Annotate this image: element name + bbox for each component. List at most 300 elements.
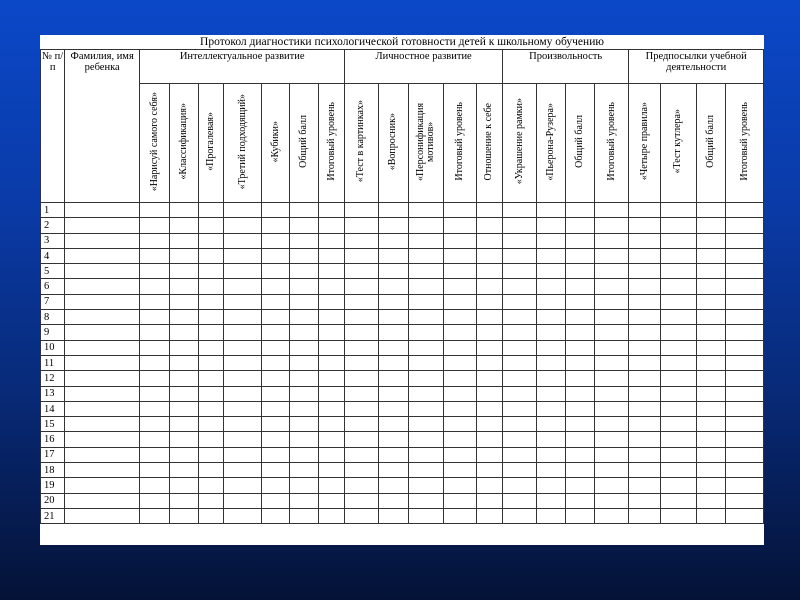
score-cell (476, 355, 502, 370)
subcolumn-label: «Тест кутлера» (672, 109, 684, 174)
row-number: 7 (41, 294, 65, 309)
subcolumn-label: «Персонификация мотивов» (415, 102, 437, 181)
score-cell (318, 340, 344, 355)
score-cell (223, 432, 261, 447)
score-cell (594, 463, 628, 478)
row-number: 9 (41, 325, 65, 340)
subcolumn-header (502, 84, 536, 203)
score-cell (697, 447, 726, 462)
score-cell (726, 386, 764, 401)
score-cell (660, 325, 696, 340)
table-row (41, 493, 764, 508)
score-cell (378, 218, 408, 233)
score-cell (289, 401, 318, 416)
score-cell (198, 371, 223, 386)
score-cell (629, 325, 660, 340)
score-cell (378, 248, 408, 263)
subcolumn-label: «Прогалевая» (204, 112, 216, 171)
subcolumn-header (726, 84, 764, 203)
score-cell (726, 508, 764, 523)
row-number: 16 (41, 432, 65, 447)
score-cell (565, 294, 594, 309)
table-row (41, 417, 764, 432)
row-number: 13 (41, 386, 65, 401)
score-cell (476, 478, 502, 493)
score-cell (318, 294, 344, 309)
score-cell (476, 447, 502, 462)
score-cell (345, 218, 378, 233)
score-cell (223, 310, 261, 325)
score-cell (697, 355, 726, 370)
score-cell (408, 401, 443, 416)
score-cell (289, 340, 318, 355)
score-cell (565, 386, 594, 401)
score-cell (262, 508, 289, 523)
score-cell (502, 463, 536, 478)
score-cell (444, 233, 476, 248)
score-cell (170, 432, 198, 447)
score-cell (594, 355, 628, 370)
subcolumn-header (408, 84, 443, 203)
score-cell (476, 493, 502, 508)
score-cell (198, 294, 223, 309)
table-row (41, 264, 764, 279)
child-name-cell (65, 203, 140, 218)
row-number: 2 (41, 218, 65, 233)
subcolumn-label: Общий балл (705, 115, 717, 168)
score-cell (565, 233, 594, 248)
score-cell (198, 447, 223, 462)
score-cell (476, 508, 502, 523)
score-cell (170, 386, 198, 401)
row-number: 8 (41, 310, 65, 325)
protocol-table (40, 49, 764, 524)
score-cell (476, 203, 502, 218)
score-cell (476, 279, 502, 294)
row-number: 11 (41, 355, 65, 370)
score-cell (502, 355, 536, 370)
score-cell (140, 493, 170, 508)
score-cell (345, 310, 378, 325)
score-cell (502, 371, 536, 386)
num-header: № п/ п (41, 50, 65, 203)
score-cell (629, 310, 660, 325)
score-cell (223, 386, 261, 401)
score-cell (697, 279, 726, 294)
score-cell (726, 447, 764, 462)
table-row (41, 294, 764, 309)
score-cell (537, 294, 565, 309)
score-cell (345, 386, 378, 401)
subcolumn-header (318, 84, 344, 203)
score-cell (537, 386, 565, 401)
score-cell (444, 417, 476, 432)
score-cell (408, 264, 443, 279)
score-cell (444, 432, 476, 447)
score-cell (537, 463, 565, 478)
score-cell (198, 218, 223, 233)
score-cell (408, 478, 443, 493)
score-cell (444, 386, 476, 401)
score-cell (223, 340, 261, 355)
score-cell (565, 417, 594, 432)
score-cell (198, 355, 223, 370)
score-cell (476, 463, 502, 478)
subcolumn-header (697, 84, 726, 203)
score-cell (537, 248, 565, 263)
score-cell (318, 355, 344, 370)
score-cell (537, 218, 565, 233)
score-cell (594, 310, 628, 325)
subcolumn-header (289, 84, 318, 203)
score-cell (726, 340, 764, 355)
subcolumn-label: Итоговый уровень (605, 102, 617, 181)
score-cell (444, 493, 476, 508)
score-cell (537, 508, 565, 523)
score-cell (476, 248, 502, 263)
score-cell (697, 386, 726, 401)
subcolumn-label: Итоговый уровень (738, 102, 750, 181)
table-row (41, 432, 764, 447)
score-cell (726, 233, 764, 248)
score-cell (408, 432, 443, 447)
score-cell (629, 432, 660, 447)
score-cell (502, 279, 536, 294)
score-cell (170, 478, 198, 493)
child-name-cell (65, 386, 140, 401)
score-cell (223, 371, 261, 386)
score-cell (408, 203, 443, 218)
score-cell (345, 401, 378, 416)
score-cell (345, 447, 378, 462)
row-number: 10 (41, 340, 65, 355)
score-cell (378, 264, 408, 279)
subcolumn-label: «Вопросник» (387, 112, 399, 171)
score-cell (318, 401, 344, 416)
group-header: Интеллектуальное развитие (140, 50, 345, 84)
score-cell (318, 386, 344, 401)
score-cell (262, 248, 289, 263)
subcolumn-label: «Четыре правила» (638, 102, 650, 181)
score-cell (660, 248, 696, 263)
score-cell (378, 325, 408, 340)
score-cell (565, 371, 594, 386)
score-cell (629, 386, 660, 401)
child-name-cell (65, 264, 140, 279)
score-cell (594, 493, 628, 508)
score-cell (289, 447, 318, 462)
score-cell (444, 279, 476, 294)
table-row (41, 508, 764, 523)
score-cell (502, 325, 536, 340)
subcolumn-label: «Тест в картинках» (355, 100, 367, 183)
score-cell (170, 294, 198, 309)
score-cell (223, 493, 261, 508)
score-cell (565, 447, 594, 462)
score-cell (476, 371, 502, 386)
score-cell (140, 401, 170, 416)
score-cell (444, 463, 476, 478)
table-row (41, 386, 764, 401)
group-header: Предпосылки учебной деятельности (629, 50, 764, 84)
score-cell (223, 463, 261, 478)
score-cell (289, 218, 318, 233)
subcolumn-header (345, 84, 378, 203)
score-cell (198, 325, 223, 340)
score-cell (565, 463, 594, 478)
score-cell (726, 325, 764, 340)
score-cell (318, 493, 344, 508)
score-cell (444, 478, 476, 493)
score-cell (198, 401, 223, 416)
score-cell (476, 340, 502, 355)
score-cell (198, 478, 223, 493)
score-cell (345, 417, 378, 432)
score-cell (262, 279, 289, 294)
score-cell (537, 401, 565, 416)
score-cell (289, 203, 318, 218)
score-cell (140, 417, 170, 432)
score-cell (289, 233, 318, 248)
score-cell (502, 264, 536, 279)
score-cell (289, 493, 318, 508)
score-cell (170, 279, 198, 294)
subcolumn-header (629, 84, 660, 203)
score-cell (537, 340, 565, 355)
child-name-cell (65, 340, 140, 355)
score-cell (565, 310, 594, 325)
score-cell (198, 508, 223, 523)
score-cell (594, 340, 628, 355)
score-cell (502, 386, 536, 401)
subcolumn-label: «Нарисуй самого себя» (148, 91, 160, 192)
score-cell (140, 279, 170, 294)
score-cell (629, 447, 660, 462)
score-cell (345, 478, 378, 493)
protocol-title: Протокол диагностики психологической готовности детей к школьному обучению (200, 36, 604, 48)
score-cell (170, 401, 198, 416)
score-cell (502, 447, 536, 462)
score-cell (565, 325, 594, 340)
table-row (41, 218, 764, 233)
child-name-cell (65, 310, 140, 325)
child-name-cell (65, 279, 140, 294)
score-cell (502, 432, 536, 447)
score-cell (660, 233, 696, 248)
score-cell (345, 340, 378, 355)
score-cell (444, 310, 476, 325)
child-name-cell (65, 432, 140, 447)
child-name-cell (65, 294, 140, 309)
name-header: Фамилия, имя ребенка (65, 50, 140, 203)
score-cell (140, 355, 170, 370)
table-row (41, 310, 764, 325)
score-cell (198, 493, 223, 508)
score-cell (378, 371, 408, 386)
score-cell (660, 279, 696, 294)
score-cell (502, 203, 536, 218)
child-name-cell (65, 493, 140, 508)
score-cell (565, 340, 594, 355)
row-number: 15 (41, 417, 65, 432)
score-cell (697, 340, 726, 355)
score-cell (444, 401, 476, 416)
score-cell (378, 447, 408, 462)
score-cell (537, 478, 565, 493)
score-cell (223, 355, 261, 370)
score-cell (408, 493, 443, 508)
row-number: 21 (41, 508, 65, 523)
score-cell (318, 447, 344, 462)
score-cell (289, 417, 318, 432)
score-cell (697, 401, 726, 416)
score-cell (594, 401, 628, 416)
score-cell (262, 417, 289, 432)
subcolumn-label: «Украшение рамки» (513, 98, 525, 185)
score-cell (140, 294, 170, 309)
child-name-cell (65, 325, 140, 340)
score-cell (140, 371, 170, 386)
score-cell (198, 264, 223, 279)
score-cell (594, 294, 628, 309)
score-cell (565, 248, 594, 263)
score-cell (378, 417, 408, 432)
score-cell (697, 264, 726, 279)
score-cell (170, 310, 198, 325)
score-cell (629, 233, 660, 248)
score-cell (594, 447, 628, 462)
score-cell (408, 508, 443, 523)
subcolumn-header (140, 84, 170, 203)
score-cell (262, 463, 289, 478)
score-cell (629, 401, 660, 416)
score-cell (697, 478, 726, 493)
score-cell (537, 310, 565, 325)
score-cell (629, 294, 660, 309)
score-cell (697, 432, 726, 447)
score-cell (378, 203, 408, 218)
score-cell (408, 325, 443, 340)
score-cell (408, 463, 443, 478)
subcolumn-header (223, 84, 261, 203)
table-row (41, 478, 764, 493)
score-cell (594, 233, 628, 248)
score-cell (140, 233, 170, 248)
score-cell (170, 248, 198, 263)
score-cell (444, 355, 476, 370)
score-cell (594, 203, 628, 218)
score-cell (444, 325, 476, 340)
score-cell (318, 279, 344, 294)
score-cell (345, 279, 378, 294)
score-cell (660, 310, 696, 325)
score-cell (565, 203, 594, 218)
table-row (41, 233, 764, 248)
score-cell (345, 233, 378, 248)
score-cell (408, 371, 443, 386)
score-cell (318, 264, 344, 279)
score-cell (537, 203, 565, 218)
score-cell (476, 386, 502, 401)
score-cell (262, 401, 289, 416)
score-cell (502, 310, 536, 325)
score-cell (223, 478, 261, 493)
score-cell (318, 310, 344, 325)
score-cell (198, 248, 223, 263)
score-cell (378, 508, 408, 523)
score-cell (262, 493, 289, 508)
score-cell (594, 478, 628, 493)
score-cell (629, 478, 660, 493)
subcolumn-header (444, 84, 476, 203)
score-cell (170, 463, 198, 478)
score-cell (629, 371, 660, 386)
score-cell (318, 248, 344, 263)
score-cell (594, 432, 628, 447)
score-cell (198, 463, 223, 478)
score-cell (565, 264, 594, 279)
score-cell (502, 340, 536, 355)
score-cell (223, 401, 261, 416)
score-cell (565, 508, 594, 523)
score-cell (537, 432, 565, 447)
score-cell (140, 264, 170, 279)
score-cell (565, 279, 594, 294)
score-cell (726, 310, 764, 325)
child-name-cell (65, 233, 140, 248)
score-cell (726, 248, 764, 263)
score-cell (140, 248, 170, 263)
score-cell (537, 279, 565, 294)
score-cell (198, 233, 223, 248)
row-number: 17 (41, 447, 65, 462)
score-cell (223, 264, 261, 279)
table-row (41, 447, 764, 462)
score-cell (262, 294, 289, 309)
score-cell (726, 203, 764, 218)
score-cell (629, 264, 660, 279)
child-name-cell (65, 248, 140, 263)
score-cell (378, 493, 408, 508)
score-cell (594, 218, 628, 233)
score-cell (378, 432, 408, 447)
score-cell (318, 417, 344, 432)
score-cell (170, 355, 198, 370)
score-cell (726, 371, 764, 386)
score-cell (345, 355, 378, 370)
score-cell (140, 432, 170, 447)
score-cell (140, 203, 170, 218)
score-cell (318, 233, 344, 248)
score-cell (289, 508, 318, 523)
subcolumn-label: Итоговый уровень (325, 102, 337, 181)
score-cell (140, 340, 170, 355)
score-cell (223, 325, 261, 340)
score-cell (289, 294, 318, 309)
child-name-cell (65, 463, 140, 478)
score-cell (170, 325, 198, 340)
subcolumn-label: Итоговый уровень (454, 102, 466, 181)
score-cell (262, 478, 289, 493)
score-cell (289, 279, 318, 294)
score-cell (318, 508, 344, 523)
score-cell (262, 386, 289, 401)
score-cell (660, 478, 696, 493)
score-cell (594, 279, 628, 294)
child-name-cell (65, 218, 140, 233)
score-cell (697, 508, 726, 523)
score-cell (660, 432, 696, 447)
